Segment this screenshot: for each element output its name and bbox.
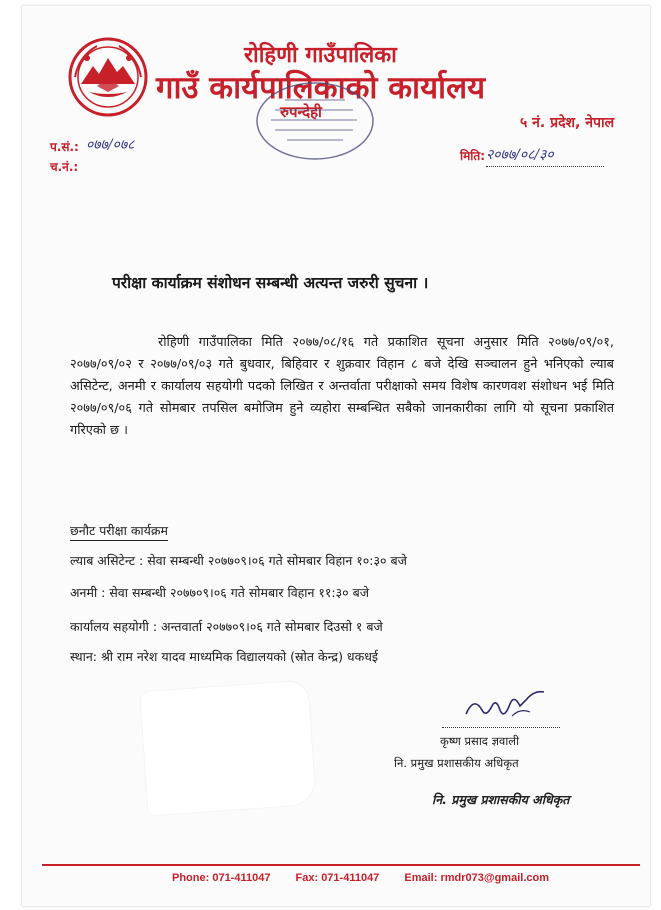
ps-value: ०७७/०७८ [86,137,135,153]
footer-fax: Fax: 071-411047 [295,872,380,884]
notice-body: रोहिणी गाउँपालिका मिति २०७७/०८/१६ गते प्रकाशित सूचना अनुसार मिति २०७७/०९/०१, २०७७/०९/०२ र २०७७/०९/०३ गते बुधवार, बिहिवार र शुक्रवार विहान ८ बजे देखि सञ्चालन हुने भनिएको ल्याब असिटेन्ट, अनमी र कार्यालय सहयोगी पदको लिखित र अन्तर्वाता परीक्षाको समय विशेष कारणवश संशोधन भई मिति २०७७/०९/०६ गते सोमबार तपसिल बमोजिम हुने व्यहोरा सम्बन्धित सबैको जानकारीका लागि यो सूचना प्रकाशित गरिएको छ । [70,335,614,438]
executive-office-title: गाउँ कार्यपालिकाको कार्यालय [156,70,486,106]
footer-divider [42,864,640,866]
date-value: २०७७/०८/३० [486,145,604,167]
office-stamp-icon [245,76,385,166]
cn-label: च.नं.: [50,160,79,174]
signatory-name: कृष्ण प्रसाद ज्ञवाली [440,734,520,748]
schedule-item-office-assistant: कार्यालय सहयोगी : अन्तवार्ता २०७७०९।०६ गते सोमबार दिउसो १ बजे [70,619,383,634]
office-name: रोहिणी गाउँपालिका [244,43,397,68]
signature-line [442,727,560,728]
notice-subject: परीक्षा कार्याक्रम संशोधन सम्बन्धी अत्यन्त जरुरी सुचना । [112,274,429,292]
white-patch [140,680,316,815]
footer-email: Email: rmdr073@gmail.com [404,872,549,884]
schedule-item-anami: अनमी : सेवा सम्बन्धी २०७७०९।०६ गते सोमबार विहान ११:३० बजे [70,585,370,600]
signature-icon [460,676,550,726]
schedule-item-lab-assistant: ल्याब असिटेन्ट : सेवा सम्बन्धी २०७७०९।०६ गते सोमबार विहान १०:३० बजे [70,553,407,568]
ps-label: प.सं.: [50,140,79,154]
footer-phone: Phone: 071-411047 [172,872,271,884]
footer-contact [172,872,571,884]
province-label: ५ नं. प्रदेश, नेपाल [520,115,615,131]
schedule-title: छनौट परीक्षा कार्यक्रम [70,522,168,541]
schedule-item-venue: स्थान: श्री राम नरेश यादव माध्यमिक विद्यालयको (स्रोत केन्द्र) धकधई [70,649,379,664]
letter-page [22,6,650,906]
date-label: मिति: [460,149,486,163]
office-location: रुपन्देही [280,103,322,121]
signatory-title: नि. प्रमुख प्रशासकीय अधिकृत [394,756,519,770]
nepal-emblem-icon [67,36,149,118]
signatory-seal-title: नि. प्रमुख प्रशासकीय अधिकृत [432,792,570,807]
